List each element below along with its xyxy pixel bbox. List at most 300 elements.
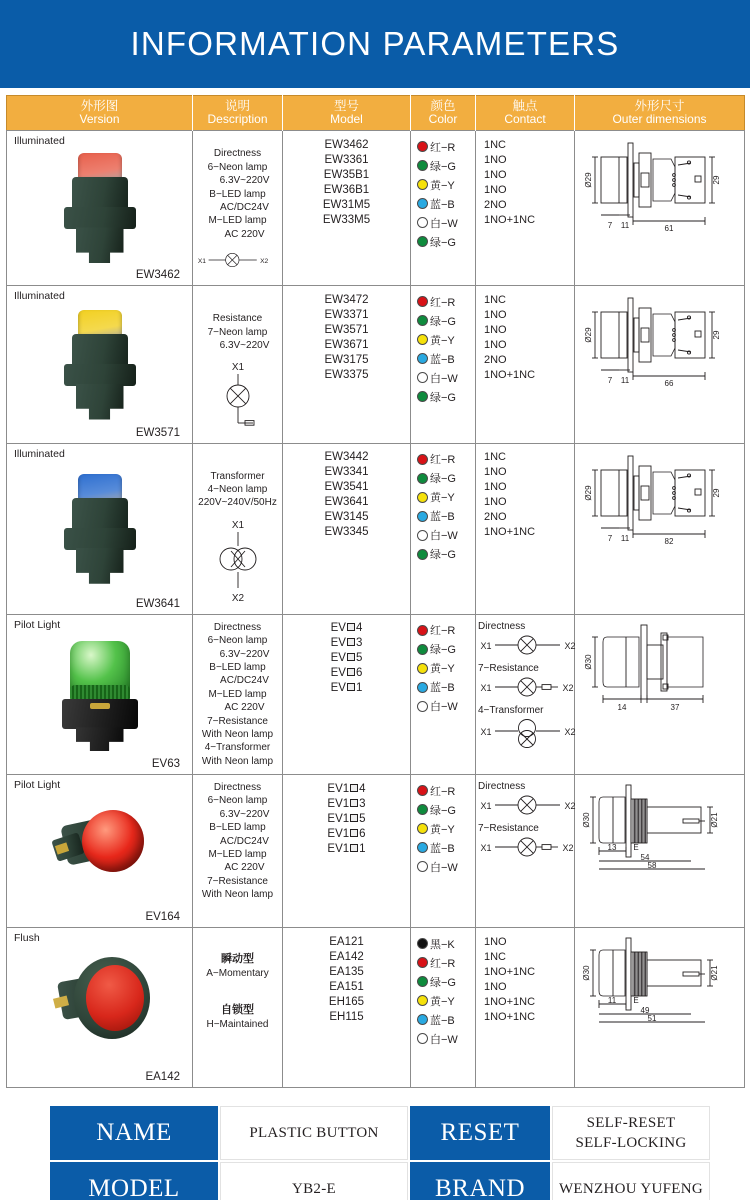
lamp-symbol-icon <box>196 247 279 273</box>
info-label-model: MODEL <box>50 1162 218 1200</box>
color-swatch-icon <box>417 217 428 228</box>
page-banner <box>0 0 750 88</box>
color-swatch-icon <box>417 372 428 383</box>
color-option <box>417 800 475 819</box>
color-label: 红−R <box>430 296 456 309</box>
contact-rating: 1NO <box>484 338 507 351</box>
cell-outer-dimensions <box>575 775 745 928</box>
photo-container <box>7 928 192 1087</box>
svg-text:66: 66 <box>664 379 673 389</box>
svg-text:X2: X2 <box>260 258 269 266</box>
contact-rating: 1NO+1NC <box>484 995 536 1008</box>
color-swatch-icon <box>417 804 428 815</box>
color-label: 绿−G <box>430 976 456 989</box>
info-value-model: YB2-E <box>220 1162 408 1200</box>
placeholder-square-icon <box>350 784 358 792</box>
color-swatch-icon <box>417 995 428 1006</box>
color-swatch-icon <box>417 842 428 853</box>
cell-outer-dimensions <box>575 131 745 286</box>
svg-text:Ø30: Ø30 <box>581 812 591 828</box>
color-swatch-icon <box>417 976 428 987</box>
color-swatch-icon <box>417 1014 428 1025</box>
svg-text:7: 7 <box>607 221 612 231</box>
description-line: 6.3V~220V <box>219 648 270 660</box>
description-line: 4−Neon lamp <box>207 484 268 495</box>
placeholder-square-icon <box>350 814 358 822</box>
svg-text:X1: X1 <box>197 258 207 266</box>
cell-color <box>411 443 476 614</box>
contact-rating: 1NC <box>484 138 507 151</box>
color-swatch-icon <box>417 315 428 326</box>
info-label-brand: BRAND <box>410 1162 550 1200</box>
description-line: M−LED lamp <box>208 688 267 700</box>
description-line: B−LED lamp <box>209 822 266 834</box>
cell-contact <box>476 928 575 1088</box>
model-code: EW3541 <box>324 481 369 494</box>
svg-text:58: 58 <box>647 861 656 871</box>
model-code: EA135 <box>329 965 364 978</box>
model-code: EW31M5 <box>322 198 371 211</box>
color-swatch-icon <box>417 236 428 247</box>
color-swatch-icon <box>417 785 428 796</box>
description-line: 6.3V~220V <box>219 175 270 187</box>
product-photo <box>52 635 148 753</box>
contact-symbol-title: Directness <box>478 781 526 793</box>
color-swatch-icon <box>417 511 428 522</box>
cell-contact <box>476 775 575 928</box>
info-value-reset-line2: SELF-LOCKING <box>575 1135 687 1152</box>
column-header-outer-dimensions-en: Outer dimensions <box>612 112 707 126</box>
model-code: EW33M5 <box>322 213 371 226</box>
model-code: EA121 <box>329 935 364 948</box>
contact-rating: 1NO <box>484 935 507 948</box>
color-label: 黄−Y <box>430 492 455 505</box>
cell-outer-dimensions <box>575 928 745 1088</box>
color-option <box>417 621 475 640</box>
color-label: 蓝−B <box>430 842 455 855</box>
svg-text:X2: X2 <box>231 592 244 604</box>
cell-description <box>193 286 283 443</box>
cell-model <box>283 131 411 286</box>
color-option <box>417 838 475 857</box>
svg-text:Ø21: Ø21 <box>709 965 719 981</box>
description-en-line: H−Maintained <box>206 1019 269 1031</box>
color-swatch-icon <box>417 682 428 693</box>
model-code: EV1 4 <box>327 782 366 795</box>
column-header-color <box>411 96 476 131</box>
column-header-description-en: Description <box>207 112 268 126</box>
model-code: EW36B1 <box>323 183 370 196</box>
color-label: 蓝−B <box>430 198 455 211</box>
description-line: 4−Transformer <box>204 742 271 754</box>
color-label: 红−R <box>430 957 456 970</box>
color-option <box>417 387 475 406</box>
svg-text:X2: X2 <box>562 682 574 693</box>
svg-text:Ø29: Ø29 <box>583 327 593 343</box>
svg-text:51: 51 <box>647 1014 656 1024</box>
description-line: B−LED lamp <box>209 188 266 200</box>
color-label: 白−W <box>430 217 458 230</box>
svg-text:Ø21: Ø21 <box>709 812 719 828</box>
info-value-reset-line1: SELF-RESET <box>586 1114 676 1131</box>
svg-text:X1: X1 <box>231 361 244 373</box>
lamp-resistor-symbol-icon <box>478 674 574 705</box>
contact-symbol-title: 7−Resistance <box>478 823 539 835</box>
color-swatch-icon <box>417 861 428 872</box>
svg-text:X1: X1 <box>480 801 492 812</box>
placeholder-square-icon <box>350 799 358 807</box>
svg-text:29: 29 <box>711 330 721 340</box>
description-line: AC 220V <box>224 228 265 240</box>
svg-text:13: 13 <box>607 843 616 853</box>
color-option <box>417 368 475 387</box>
svg-text:X2: X2 <box>564 640 576 651</box>
color-label: 蓝−B <box>430 682 455 695</box>
svg-text:7: 7 <box>607 376 612 386</box>
svg-text:29: 29 <box>711 175 721 185</box>
version-type-label: Illuminated <box>14 447 65 460</box>
color-swatch-icon <box>417 549 428 560</box>
description-line: B−LED lamp <box>209 661 266 673</box>
color-label: 白−W <box>430 372 458 385</box>
cell-model <box>283 443 411 614</box>
version-model-label: EW3462 <box>135 269 180 282</box>
color-label: 红−R <box>430 785 456 798</box>
color-swatch-icon <box>417 473 428 484</box>
color-swatch-icon <box>417 296 428 307</box>
product-photo <box>52 306 148 424</box>
version-model-label: EV63 <box>151 758 180 771</box>
color-swatch-icon <box>417 701 428 712</box>
photo-container <box>7 444 192 614</box>
color-label: 绿−G <box>430 315 456 328</box>
cell-color <box>411 131 476 286</box>
description-line: With Neon lamp <box>201 889 274 901</box>
cell-version <box>7 928 193 1088</box>
description-line: M−LED lamp <box>208 849 267 861</box>
dimension-drawing <box>575 131 744 241</box>
svg-text:14: 14 <box>617 702 626 712</box>
color-label: 蓝−B <box>430 1014 455 1027</box>
contact-symbol-group <box>478 621 574 663</box>
contact-rating: 1NO+1NC <box>484 1010 536 1023</box>
description-en-line: A−Momentary <box>206 968 269 980</box>
color-option <box>417 1029 475 1048</box>
cell-model <box>283 614 411 774</box>
contact-rating: 1NC <box>484 451 507 464</box>
photo-container <box>7 131 192 285</box>
column-header-contact-cn: 触点 <box>512 99 538 113</box>
color-label: 白−W <box>430 1033 458 1046</box>
info-row-name <box>50 1106 710 1160</box>
description-line: AC/DC24V <box>220 202 269 213</box>
color-option <box>417 972 475 991</box>
svg-text:X2: X2 <box>562 843 574 854</box>
placeholder-square-icon <box>347 668 355 676</box>
photo-container <box>7 615 192 774</box>
contact-rating: 1NO+1NC <box>484 368 536 381</box>
lamp-symbol-icon <box>478 792 574 823</box>
description-line: AC/DC24V <box>220 835 269 847</box>
page-title: INFORMATION PARAMETERS <box>130 25 620 62</box>
color-option <box>417 330 475 349</box>
cell-outer-dimensions <box>575 443 745 614</box>
placeholder-square-icon <box>350 844 358 852</box>
cell-contact <box>476 131 575 286</box>
color-option <box>417 292 475 311</box>
color-option <box>417 194 475 213</box>
svg-text:X2: X2 <box>564 801 576 812</box>
description-line: 6−Neon lamp <box>207 795 268 807</box>
description-line: 6−Neon lamp <box>207 161 268 173</box>
description-line: 6−Neon lamp <box>207 635 268 647</box>
contact-symbol-group <box>478 823 574 865</box>
model-code: EW3375 <box>324 368 369 381</box>
cell-model <box>283 928 411 1088</box>
description-line: With Neon lamp <box>201 728 274 740</box>
description-cn-line: 瞬动型 <box>221 953 254 966</box>
table-row <box>7 614 745 774</box>
color-swatch-icon <box>417 492 428 503</box>
version-type-label: Pilot Light <box>14 618 61 631</box>
color-option <box>417 545 475 564</box>
description-line: Transformer <box>210 470 265 482</box>
lamp-resistor-symbol-icon <box>196 359 279 437</box>
contact-rating: 1NO <box>484 153 507 166</box>
svg-text:Ø29: Ø29 <box>583 485 593 501</box>
model-code: EW3641 <box>324 496 369 509</box>
cell-outer-dimensions <box>575 614 745 774</box>
color-label: 绿−G <box>430 549 456 562</box>
cell-version <box>7 286 193 443</box>
color-swatch-icon <box>417 334 428 345</box>
description-line: Directness <box>213 148 262 160</box>
svg-text:11: 11 <box>620 221 629 231</box>
color-option <box>417 819 475 838</box>
placeholder-square-icon <box>347 653 355 661</box>
color-option <box>417 213 475 232</box>
description-line: Directness <box>213 782 262 794</box>
description-line: AC/DC24V <box>220 675 269 687</box>
cell-contact <box>476 286 575 443</box>
cell-description <box>193 131 283 286</box>
dimension-drawing <box>575 928 744 1028</box>
color-option <box>417 469 475 488</box>
cell-color <box>411 775 476 928</box>
contact-symbol-group <box>478 781 574 823</box>
color-swatch-icon <box>417 353 428 364</box>
svg-text:E: E <box>632 996 639 1006</box>
color-swatch-icon <box>417 663 428 674</box>
cell-contact <box>476 614 575 774</box>
color-swatch-icon <box>417 644 428 655</box>
cell-version <box>7 614 193 774</box>
product-info-wrap <box>0 1088 750 1200</box>
description-line: Resistance <box>212 313 263 325</box>
specification-table-body <box>7 131 745 1088</box>
color-label: 蓝−B <box>430 511 455 524</box>
info-row-model <box>50 1162 710 1200</box>
color-swatch-icon <box>417 530 428 541</box>
cell-description <box>193 614 283 774</box>
product-photo <box>52 949 148 1067</box>
svg-text:Ø30: Ø30 <box>581 965 591 981</box>
color-option <box>417 934 475 953</box>
spec-table-wrap <box>0 88 750 1088</box>
dimension-drawing <box>575 615 744 713</box>
contact-rating: 1NO <box>484 183 507 196</box>
svg-text:X2: X2 <box>564 726 576 737</box>
photo-container <box>7 286 192 442</box>
svg-text:Ø29: Ø29 <box>583 172 593 188</box>
color-option <box>417 137 475 156</box>
svg-text:29: 29 <box>711 488 721 498</box>
description-line: 6.3V~220V <box>219 808 270 820</box>
color-swatch-icon <box>417 957 428 968</box>
column-header-description-cn: 说明 <box>224 99 250 113</box>
color-label: 绿−G <box>430 804 456 817</box>
contact-symbol-title: 7−Resistance <box>478 662 539 674</box>
color-option <box>417 678 475 697</box>
model-code: EW35B1 <box>323 168 370 181</box>
contact-rating: 1NO <box>484 466 507 479</box>
svg-text:X1: X1 <box>231 519 244 531</box>
model-code: EW3371 <box>324 308 369 321</box>
product-photo <box>52 792 148 910</box>
color-swatch-icon <box>417 938 428 949</box>
color-option <box>417 953 475 972</box>
svg-text:82: 82 <box>664 536 673 546</box>
specification-table <box>6 95 745 1088</box>
column-header-version-en: Version <box>79 112 120 126</box>
contact-rating: 2NO <box>484 353 507 366</box>
svg-text:11: 11 <box>620 376 629 386</box>
column-header-outer-dimensions <box>575 96 745 131</box>
placeholder-square-icon <box>347 683 355 691</box>
lamp-symbol-icon <box>478 632 574 663</box>
svg-text:X1: X1 <box>480 640 492 651</box>
photo-container <box>7 775 192 927</box>
dimension-drawing <box>575 775 744 875</box>
contact-rating: 1NO+1NC <box>484 526 536 539</box>
column-header-contact <box>476 96 575 131</box>
table-row <box>7 286 745 443</box>
model-code: EW3472 <box>324 293 369 306</box>
color-label: 白−W <box>430 530 458 543</box>
model-code: EW3345 <box>324 526 369 539</box>
color-swatch-icon <box>417 823 428 834</box>
contact-rating: 1NO <box>484 168 507 181</box>
description-line: AC 220V <box>224 702 265 714</box>
svg-text:11: 11 <box>620 533 629 543</box>
model-code: EW3462 <box>324 138 369 151</box>
description-line: 7−Resistance <box>207 715 268 727</box>
color-label: 绿−G <box>430 160 456 173</box>
color-swatch-icon <box>417 179 428 190</box>
color-label: 绿−G <box>430 236 456 249</box>
color-label: 黄−Y <box>430 995 455 1008</box>
contact-rating: 1NO+1NC <box>484 213 536 226</box>
color-label: 蓝−B <box>430 353 455 366</box>
description-line: M−LED lamp <box>208 215 267 227</box>
version-model-label: EW3641 <box>135 597 180 610</box>
svg-text:49: 49 <box>640 1006 649 1016</box>
color-swatch-icon <box>417 454 428 465</box>
color-label: 黄−Y <box>430 663 455 676</box>
dimension-drawing <box>575 444 744 554</box>
contact-rating: 1NO <box>484 308 507 321</box>
version-model-label: EW3571 <box>135 426 180 439</box>
contact-rating: 1NC <box>484 950 507 963</box>
color-swatch-icon <box>417 391 428 402</box>
color-swatch-icon <box>417 625 428 636</box>
column-header-model <box>283 96 411 131</box>
color-swatch-icon <box>417 1033 428 1044</box>
contact-rating: 2NO <box>484 198 507 211</box>
svg-text:54: 54 <box>640 853 649 863</box>
cell-description <box>193 928 283 1088</box>
svg-text:Ø30: Ø30 <box>583 654 593 670</box>
info-value-brand: WENZHOU YUFENG <box>552 1162 710 1200</box>
color-label: 黄−Y <box>430 179 455 192</box>
info-label-name: NAME <box>50 1106 218 1160</box>
model-code: EW3361 <box>324 153 369 166</box>
color-label: 绿−G <box>430 391 456 404</box>
color-label: 黑−K <box>430 938 455 951</box>
table-row <box>7 443 745 614</box>
color-label: 红−R <box>430 141 456 154</box>
svg-text:X1: X1 <box>480 726 492 737</box>
cell-description <box>193 443 283 614</box>
color-swatch-icon <box>417 141 428 152</box>
model-code: EA142 <box>329 950 364 963</box>
model-code: EV1 1 <box>327 842 366 855</box>
lamp-resistor-symbol-icon <box>478 834 574 865</box>
contact-rating: 1NO <box>484 980 507 993</box>
column-header-version-cn: 外形图 <box>80 99 119 113</box>
svg-text:X1: X1 <box>480 682 492 693</box>
table-row <box>7 775 745 928</box>
contact-rating: 2NO <box>484 511 507 524</box>
cell-version <box>7 131 193 286</box>
model-code: EV1 5 <box>327 812 366 825</box>
description-line: 220V~240V/50Hz <box>198 497 277 509</box>
color-swatch-icon <box>417 198 428 209</box>
description-cn-line: 自锁型 <box>221 1003 254 1016</box>
color-option <box>417 156 475 175</box>
color-label: 白−W <box>430 701 458 714</box>
description-line: 6.3V~220V <box>219 340 270 352</box>
column-header-model-en: Model <box>330 112 363 126</box>
description-line: AC 220V <box>224 862 265 874</box>
placeholder-square-icon <box>350 829 358 837</box>
color-label: 黄−Y <box>430 334 455 347</box>
color-option <box>417 659 475 678</box>
color-option <box>417 349 475 368</box>
model-code: EV1 6 <box>327 827 366 840</box>
contact-rating: 1NO <box>484 496 507 509</box>
description-line: With Neon lamp <box>201 755 274 767</box>
placeholder-square-icon <box>347 638 355 646</box>
cell-contact <box>476 443 575 614</box>
cell-version <box>7 443 193 614</box>
column-header-color-en: Color <box>428 112 458 126</box>
model-code: EV1 3 <box>327 797 366 810</box>
svg-text:11: 11 <box>607 996 616 1006</box>
cell-color <box>411 614 476 774</box>
color-option <box>417 507 475 526</box>
description-line: 7−Resistance <box>207 875 268 887</box>
